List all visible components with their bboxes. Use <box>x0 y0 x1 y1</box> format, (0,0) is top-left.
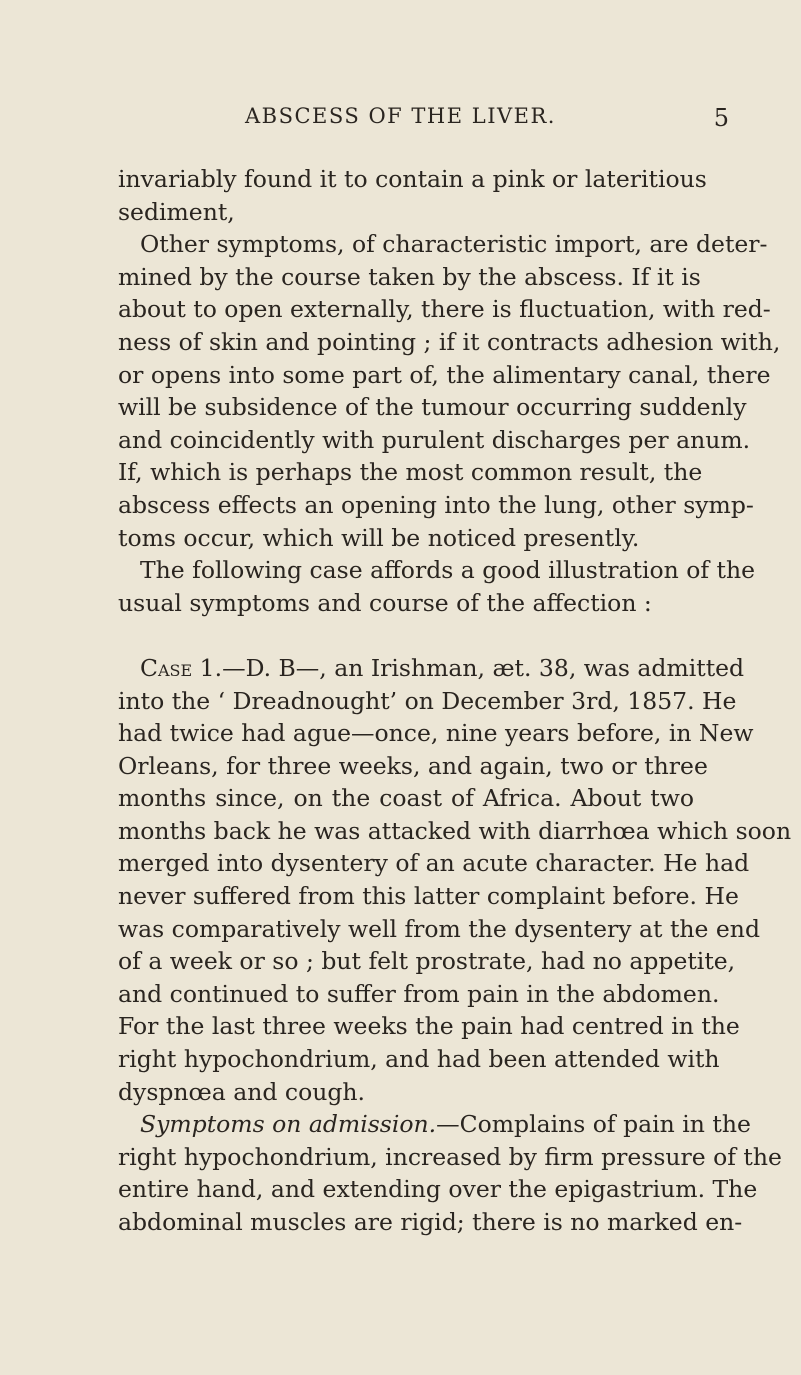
symptoms-first-line-text: —Complains of pain in the <box>436 1110 751 1139</box>
case-first-line <box>118 652 745 685</box>
running-title: ABSCESS OF THE LIVER. <box>245 104 556 128</box>
text-line: months back he was attacked with diarrhœa which soon <box>118 816 792 845</box>
text-line: invariably found it to contain a pink or lateritious <box>118 165 707 193</box>
text-line: about to open externally, there is fluctuation, with red- <box>118 295 771 324</box>
page-number: 5 <box>713 104 729 132</box>
text-line: right hypochondrium, and had been attended with <box>118 1045 720 1074</box>
text-line: was comparatively well from the dysentery at the end <box>118 914 760 943</box>
text-line: dyspnœa and cough. <box>118 1077 366 1106</box>
text-line: months since, on the coast of Africa. About two <box>118 784 694 813</box>
text-line: For the last three weeks the pain had centred in the <box>118 1012 740 1041</box>
text-line: never suffered from this latter complaint before. He <box>118 882 739 911</box>
text-line: abscess effects an opening into the lung, other symp- <box>118 490 754 519</box>
text-line: Orleans, for three weeks, and again, two or three <box>118 751 708 780</box>
text-line: entire hand, and extending over the epigastrium. The <box>118 1175 758 1204</box>
text-line: or opens into some part of, the alimentary canal, there <box>118 360 771 389</box>
text-line: sediment, <box>118 197 235 226</box>
text-line: usual symptoms and course of the affection : <box>118 588 652 617</box>
text-line: The following case affords a good illustration of the <box>140 556 756 585</box>
text-line: and continued to suffer from pain in the abdomen. <box>118 979 720 1008</box>
text-line: into the ‘ Dreadnought’ on December 3rd, 1857. He <box>118 686 737 715</box>
case-label: Case 1. <box>140 653 223 682</box>
text-line: ness of skin and pointing ; if it contracts adhesion with, <box>118 327 781 356</box>
text-line: abdominal muscles are rigid; there is no marked en- <box>118 1208 743 1236</box>
body-text <box>118 163 792 1239</box>
text-line: had twice had ague—once, nine years before, in New <box>118 719 754 748</box>
text-line: toms occur, which will be noticed presently. <box>118 523 640 552</box>
text-line: of a week or so ; but felt prostrate, had no appetite, <box>118 947 736 976</box>
symptoms-first-line <box>118 1108 751 1141</box>
symptoms-heading: Symptoms on admission. <box>140 1110 437 1139</box>
text-line: Other symptoms, of characteristic import, are deter- <box>140 230 768 259</box>
text-line: If, which is perhaps the most common result, the <box>118 458 703 487</box>
running-head <box>0 104 801 136</box>
text-line: merged into dysentery of an acute character. He had <box>118 849 750 878</box>
text-line: will be subsidence of the tumour occurring suddenly <box>118 393 747 422</box>
text-line: mined by the course taken by the abscess. If it is <box>118 262 701 291</box>
text-line: and coincidently with purulent discharges per anum. <box>118 425 751 454</box>
paragraph-gap <box>118 619 694 652</box>
text-line: right hypochondrium, increased by firm pressure of the <box>118 1142 782 1171</box>
case-first-line-text: —D. B—, an Irishman, æt. 38, was admitted <box>222 653 745 682</box>
